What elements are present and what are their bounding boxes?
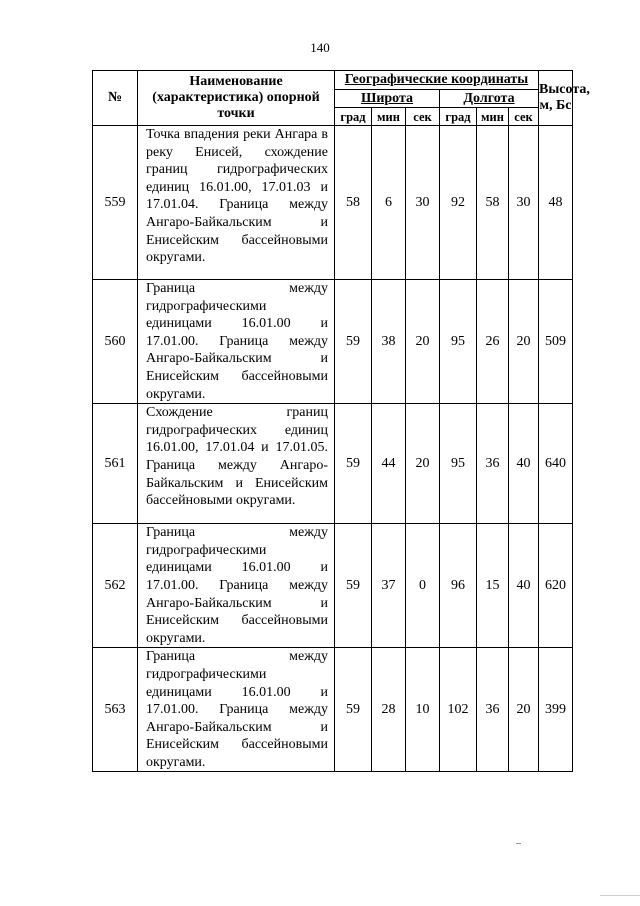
- lon-seconds: 30: [509, 126, 539, 280]
- header-longitude: Долгота: [440, 90, 539, 108]
- lat-seconds: 10: [406, 648, 440, 772]
- table-row: [93, 524, 573, 648]
- lat-degrees: 59: [335, 648, 372, 772]
- height-value: 620: [539, 524, 573, 648]
- lat-minutes: 44: [372, 404, 406, 524]
- lat-seconds: 0: [406, 524, 440, 648]
- header-lon-degrees: град: [440, 108, 477, 126]
- header-lon-minutes: мин: [477, 108, 509, 126]
- page-number: 140: [310, 40, 330, 55]
- lon-minutes: 26: [477, 280, 509, 404]
- lon-degrees: 92: [440, 126, 477, 280]
- header-lat-degrees: град: [335, 108, 372, 126]
- lat-minutes: 6: [372, 126, 406, 280]
- row-number: 561: [93, 404, 138, 524]
- coordinates-table: [92, 70, 590, 772]
- header-geo-coordinates: Географические координаты: [335, 71, 539, 90]
- lat-degrees: 59: [335, 404, 372, 524]
- lat-degrees: 59: [335, 280, 372, 404]
- point-description: Граница между гидрографическими единицами 16.01.00 и 17.01.00. Граница между Ангаро-Байкальским и Енисейским бассейновыми округами.: [138, 280, 335, 404]
- lat-seconds: 20: [406, 280, 440, 404]
- row-number: 563: [93, 648, 138, 772]
- lon-seconds: 20: [509, 648, 539, 772]
- lat-degrees: 59: [335, 524, 372, 648]
- lon-degrees: 95: [440, 404, 477, 524]
- row-number: 562: [93, 524, 138, 648]
- height-value: 399: [539, 648, 573, 772]
- point-description: Граница между гидрографическими единицами 16.01.00 и 17.01.00. Граница между Ангаро-Байкальским и Енисейским бассейновыми округами.: [138, 524, 335, 648]
- point-description: Точка впадения реки Ангара в реку Енисей, схождение границ гидрографических единиц 16.01.00, 17.01.03 и 17.01.04. Граница между Ангаро-Байкальским и Енисейским бассейновыми округами.: [138, 126, 335, 280]
- lon-minutes: 36: [477, 648, 509, 772]
- header-latitude: Широта: [335, 90, 440, 108]
- lat-degrees: 58: [335, 126, 372, 280]
- height-value: 640: [539, 404, 573, 524]
- header-number: №: [93, 71, 138, 126]
- row-number: 560: [93, 280, 138, 404]
- height-value: 48: [539, 126, 573, 280]
- point-description: Граница между гидрографическими единицами 16.01.00 и 17.01.00. Граница между Ангаро-Байкальским и Енисейским бассейновыми округами.: [138, 648, 335, 772]
- height-value: 509: [539, 280, 573, 404]
- header-lat-seconds: сек: [406, 108, 440, 126]
- lon-seconds: 40: [509, 524, 539, 648]
- header-height: Высота, м, Бс: [539, 71, 573, 126]
- table-row: [93, 404, 573, 524]
- lat-seconds: 20: [406, 404, 440, 524]
- lat-seconds: 30: [406, 126, 440, 280]
- lat-minutes: 28: [372, 648, 406, 772]
- lat-minutes: 37: [372, 524, 406, 648]
- lon-minutes: 36: [477, 404, 509, 524]
- scan-artifact: [516, 843, 521, 844]
- lat-minutes: 38: [372, 280, 406, 404]
- header-lat-minutes: мин: [372, 108, 406, 126]
- header-name: Наименование (характеристика) опорной точки: [138, 71, 335, 126]
- page-edge: [600, 895, 640, 906]
- header-lon-seconds: сек: [509, 108, 539, 126]
- lon-seconds: 40: [509, 404, 539, 524]
- lon-degrees: 95: [440, 280, 477, 404]
- table-row: [93, 280, 573, 404]
- point-description: Схождение границ гидрографических единиц 16.01.00, 17.01.04 и 17.01.05. Граница между Ангаро-Байкальским и Енисейским бассейновыми округами.: [138, 404, 335, 524]
- lon-seconds: 20: [509, 280, 539, 404]
- table-row: [93, 126, 573, 280]
- table-row: [93, 648, 573, 772]
- lon-degrees: 102: [440, 648, 477, 772]
- lon-minutes: 15: [477, 524, 509, 648]
- lon-degrees: 96: [440, 524, 477, 648]
- lon-minutes: 58: [477, 126, 509, 280]
- row-number: 559: [93, 126, 138, 280]
